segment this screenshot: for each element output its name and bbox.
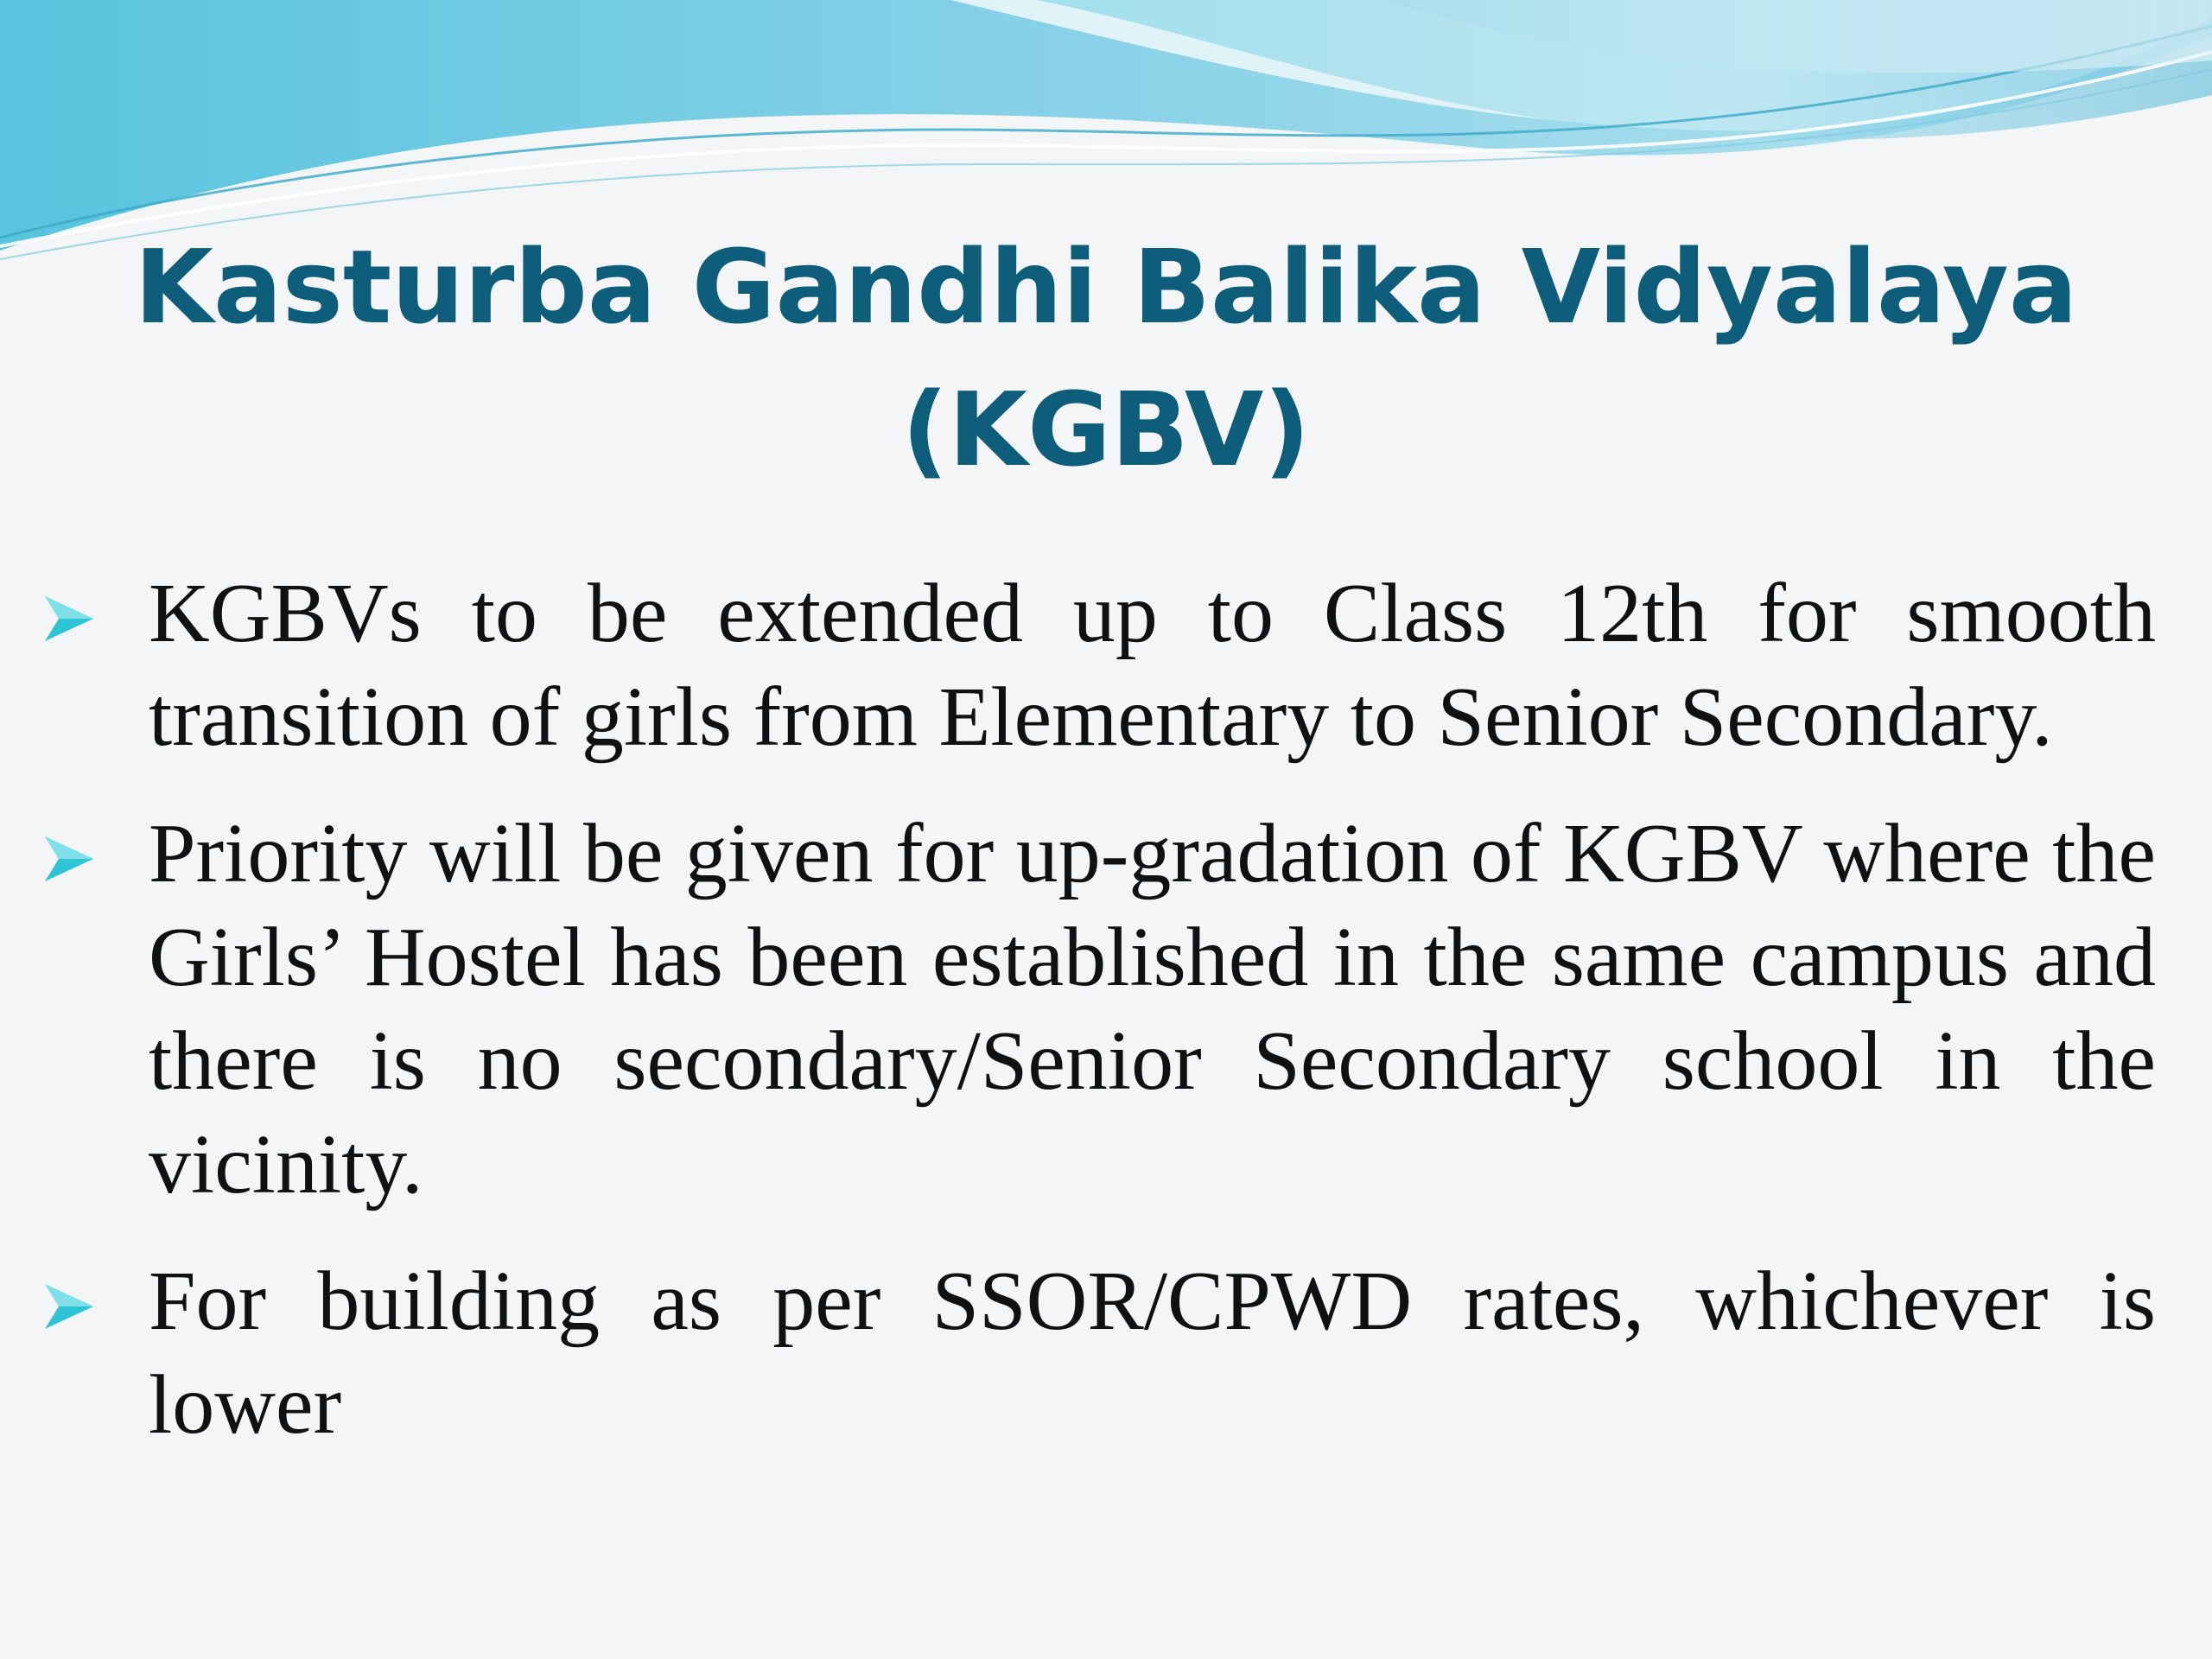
arrow-bullet-icon [41,593,97,645]
bullet-text: For building as per SSOR/CPWD rates, whichever is lower [149,1255,2156,1452]
bullet-text: Priority will be given for up-gradation of KGBV where the Girls’ Hostel has been established in the same campus and there is no secondary/Senior Secondary school in the vicinity. [149,807,2156,1211]
bullet-text: KGBVs to be extended up to Class 12th for smooth transition of girls from Elementary to Senior Secondary. [149,567,2156,764]
list-item [35,1249,2156,1457]
list-item [35,802,2156,1217]
title-line-1: Kasturba Gandhi Balika Vidyalaya [134,227,2078,346]
arrow-bullet-icon [41,1281,97,1332]
slide-title [0,216,2212,501]
title-line-2: (KGBV) [901,370,1311,489]
arrow-bullet-icon [41,833,97,885]
list-item [35,562,2156,769]
bullet-list [35,562,2156,1490]
